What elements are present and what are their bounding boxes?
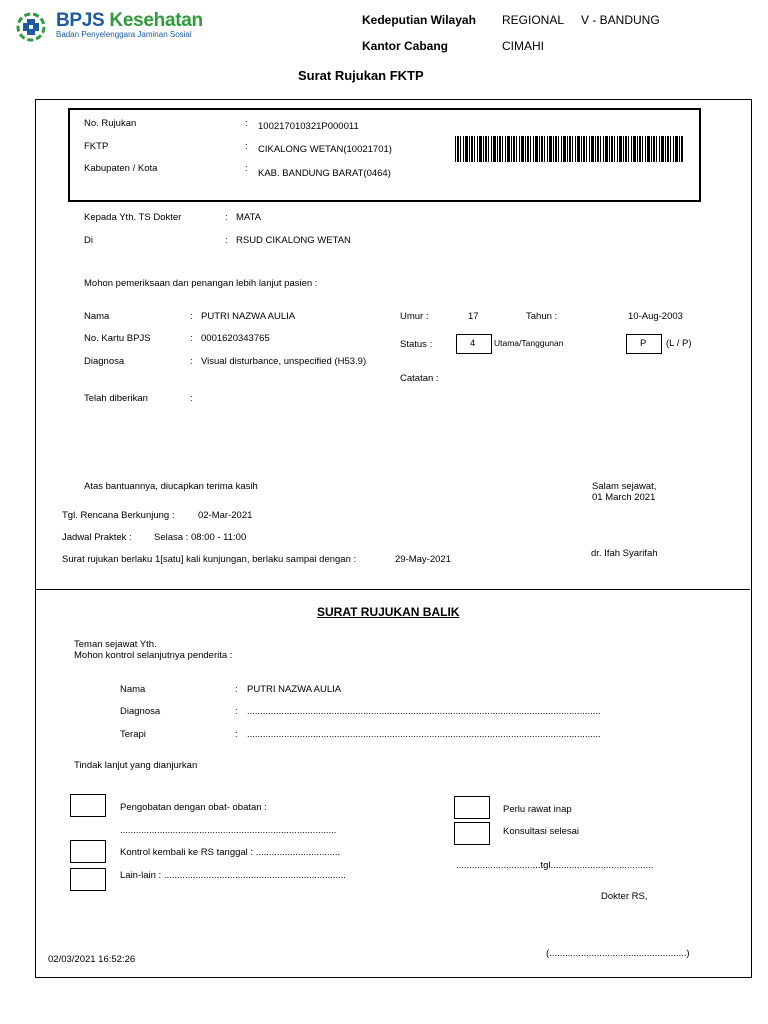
fktp-label: FKTP xyxy=(84,141,109,152)
opt-konsultasi: Konsultasi selesai xyxy=(503,826,580,837)
brand-kesehatan: Kesehatan xyxy=(109,10,203,31)
sex-value: P xyxy=(640,338,647,349)
balik-nama-value: PUTRI NAZWA AULIA xyxy=(247,684,342,695)
balik-title: SURAT RUJUKAN BALIK xyxy=(317,605,460,619)
diagnosa-label: Diagnosa xyxy=(84,356,125,367)
checkbox-pengobatan[interactable] xyxy=(70,794,106,817)
opt-lain: Lain-lain : ..................................................................... xyxy=(120,870,346,881)
checkbox-konsultasi[interactable] xyxy=(454,822,490,845)
no-rujukan-value: 100217010321P000011 xyxy=(258,121,359,132)
doctor-name: dr. Ifah Syarifah xyxy=(591,548,658,559)
no-rujukan-label: No. Rujukan xyxy=(84,118,137,129)
status-value: 4 xyxy=(470,338,476,349)
salam-text: Salam sejawat, xyxy=(592,481,657,492)
balik-terapi-label: Terapi xyxy=(120,729,146,740)
catatan-label: Catatan : xyxy=(400,373,439,384)
barcode xyxy=(455,136,683,162)
checkbox-rawat-inap[interactable] xyxy=(454,796,490,819)
colon: : xyxy=(245,141,248,152)
kedeputian-region: V - BANDUNG xyxy=(581,13,660,27)
status-label: Status : xyxy=(400,339,433,350)
bpjs-logo xyxy=(16,12,46,42)
balik-terapi-dots: ...................................................................................................................................... xyxy=(247,729,601,740)
thanks-text: Atas bantuannya, diucapkan terima kasih xyxy=(84,481,258,492)
fktp-value: CIKALONG WETAN(10021701) xyxy=(258,144,392,155)
rencana-value: 02-Mar-2021 xyxy=(198,510,253,521)
kepada-label: Kepada Yth. TS Dokter xyxy=(84,212,182,223)
signature-line: (....................................................) xyxy=(546,948,690,959)
intro-text: Mohon pemeriksaan dan penangan lebih lanjut pasien : xyxy=(84,278,318,289)
letter-date: 01 March 2021 xyxy=(592,492,656,503)
tindak-text: Tindak lanjut yang dianjurkan xyxy=(74,760,198,771)
kantor-value: CIMAHI xyxy=(502,39,544,53)
kepada-value: MATA xyxy=(236,212,261,223)
nama-label: Nama xyxy=(84,311,110,322)
opt-pengobatan-dots: .................................................................................. xyxy=(120,825,337,836)
tahun-label: Tahun : xyxy=(526,311,558,322)
balik-diagnosa-dots: ...................................................................................................................................... xyxy=(247,706,601,717)
page-title: Surat Rujukan FKTP xyxy=(298,68,424,83)
opt-rawat-inap: Perlu rawat inap xyxy=(503,804,572,815)
brand-bpjs: BPJS xyxy=(56,10,105,31)
opt-kontrol: Kontrol kembali ke RS tanggal : ................................ xyxy=(120,847,341,858)
colon: : xyxy=(245,118,248,129)
mohon-text: Mohon kontrol selanjutnya penderita : xyxy=(74,650,233,661)
kabupaten-label: Kabupaten / Kota xyxy=(84,163,158,174)
tahun-value: 10-Aug-2003 xyxy=(628,311,683,322)
telah-label: Telah diberikan xyxy=(84,393,148,404)
balik-diagnosa-label: Diagnosa xyxy=(120,706,161,717)
timestamp: 02/03/2021 16:52:26 xyxy=(48,954,136,965)
colon: : xyxy=(245,163,248,174)
rencana-label: Tgl. Rencana Berkunjung : xyxy=(62,510,175,521)
umur-value: 17 xyxy=(468,311,479,322)
sex-label: (L / P) xyxy=(666,338,692,349)
nama-value: PUTRI NAZWA AULIA xyxy=(201,311,296,322)
kartu-value: 0001620343765 xyxy=(201,333,270,344)
kedeputian-label: Kedeputian Wilayah xyxy=(362,13,476,27)
kabupaten-value: KAB. BANDUNG BARAT(0464) xyxy=(258,168,391,179)
diagnosa-value: Visual disturbance, unspecified (H53.9) xyxy=(201,356,367,367)
dokter-rs: Dokter RS, xyxy=(601,891,648,902)
opt-pengobatan: Pengobatan dengan obat- obatan : xyxy=(120,802,267,813)
tgl-line: ................................tgl....................................... xyxy=(456,860,654,871)
balik-nama-label: Nama xyxy=(120,684,146,695)
checkbox-kontrol[interactable] xyxy=(70,840,106,863)
kedeputian-value: REGIONAL xyxy=(502,13,565,27)
brand-sub: Badan Penyelenggara Jaminan Sosial xyxy=(56,30,192,39)
bpjs-logo-icon xyxy=(16,12,46,42)
berlaku-label: Surat rujukan berlaku 1[satu] kali kunjungan, berlaku sampai dengan : xyxy=(62,554,357,565)
kartu-label: No. Kartu BPJS xyxy=(84,333,151,344)
jadwal-value: Selasa : 08:00 - 11:00 xyxy=(154,532,247,543)
jadwal-label: Jadwal Praktek : xyxy=(62,532,132,543)
kantor-label: Kantor Cabang xyxy=(362,39,449,53)
section-divider xyxy=(36,589,750,590)
teman-text: Teman sejawat Yth. xyxy=(74,639,157,650)
berlaku-value: 29-May-2021 xyxy=(395,554,451,565)
di-value: RSUD CIKALONG WETAN xyxy=(236,235,351,246)
umur-label: Umur : xyxy=(400,311,429,322)
checkbox-lain[interactable] xyxy=(70,868,106,891)
brand-name xyxy=(56,10,203,39)
di-label: Di xyxy=(84,235,93,246)
utama-label: Utama/Tanggunan xyxy=(494,338,564,348)
